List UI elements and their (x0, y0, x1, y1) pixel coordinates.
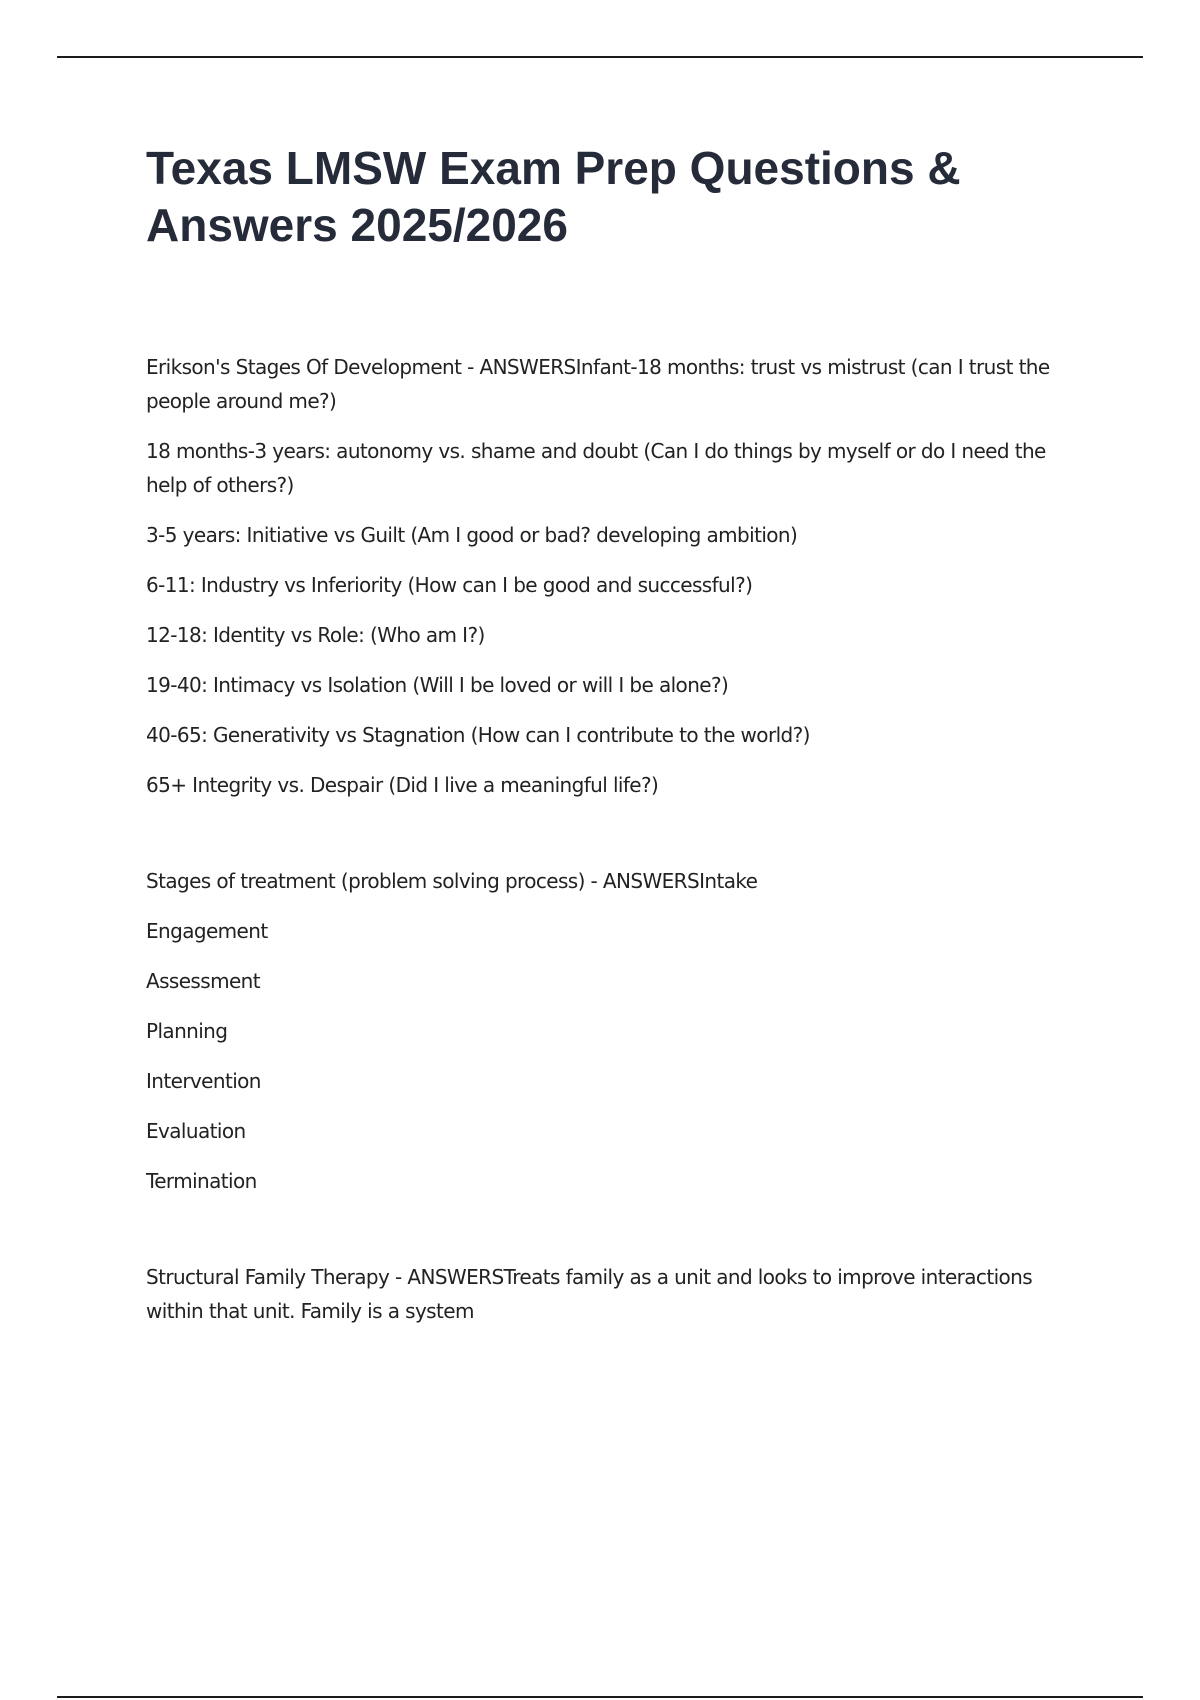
page-content (146, 140, 1081, 1390)
top-divider (57, 56, 1143, 58)
qa-item-erikson (146, 350, 1081, 802)
qa-line: Structural Family Therapy - ANSWERSTreats family as a unit and looks to improve interactions within that unit. Family is a system (146, 1265, 1033, 1323)
qa-line: 19-40: Intimacy vs Isolation (Will I be loved or will I be alone?) (146, 673, 729, 697)
qa-line: Erikson's Stages Of Development - ANSWERSInfant-18 months: trust vs mistrust (can I trust the people around me?) (146, 355, 1050, 413)
qa-line: 40-65: Generativity vs Stagnation (How can I contribute to the world?) (146, 723, 810, 747)
qa-line: 3-5 years: Initiative vs Guilt (Am I good or bad? developing ambition) (146, 523, 798, 547)
document-title: Texas LMSW Exam Prep Questions & Answers 2025/2026 (146, 142, 961, 251)
qa-line: Assessment (146, 969, 260, 993)
qa-sections (146, 350, 1081, 1328)
qa-item-stages-of-treatment (146, 864, 1081, 1198)
qa-line: Termination (146, 1169, 257, 1193)
qa-line: Engagement (146, 919, 268, 943)
bottom-divider (57, 1696, 1143, 1698)
qa-line: 65+ Integrity vs. Despair (Did I live a meaningful life?) (146, 773, 659, 797)
qa-line: Planning (146, 1019, 228, 1043)
qa-line: 12-18: Identity vs Role: (Who am I?) (146, 623, 485, 647)
qa-line: Intervention (146, 1069, 261, 1093)
qa-line: Stages of treatment (problem solving process) - ANSWERSIntake (146, 869, 758, 893)
qa-item-structural-family-therapy (146, 1260, 1081, 1328)
qa-line: 6-11: Industry vs Inferiority (How can I be good and successful?) (146, 573, 753, 597)
qa-line: 18 months-3 years: autonomy vs. shame and doubt (Can I do things by myself or do I need the help of others?) (146, 439, 1046, 497)
qa-line: Evaluation (146, 1119, 246, 1143)
